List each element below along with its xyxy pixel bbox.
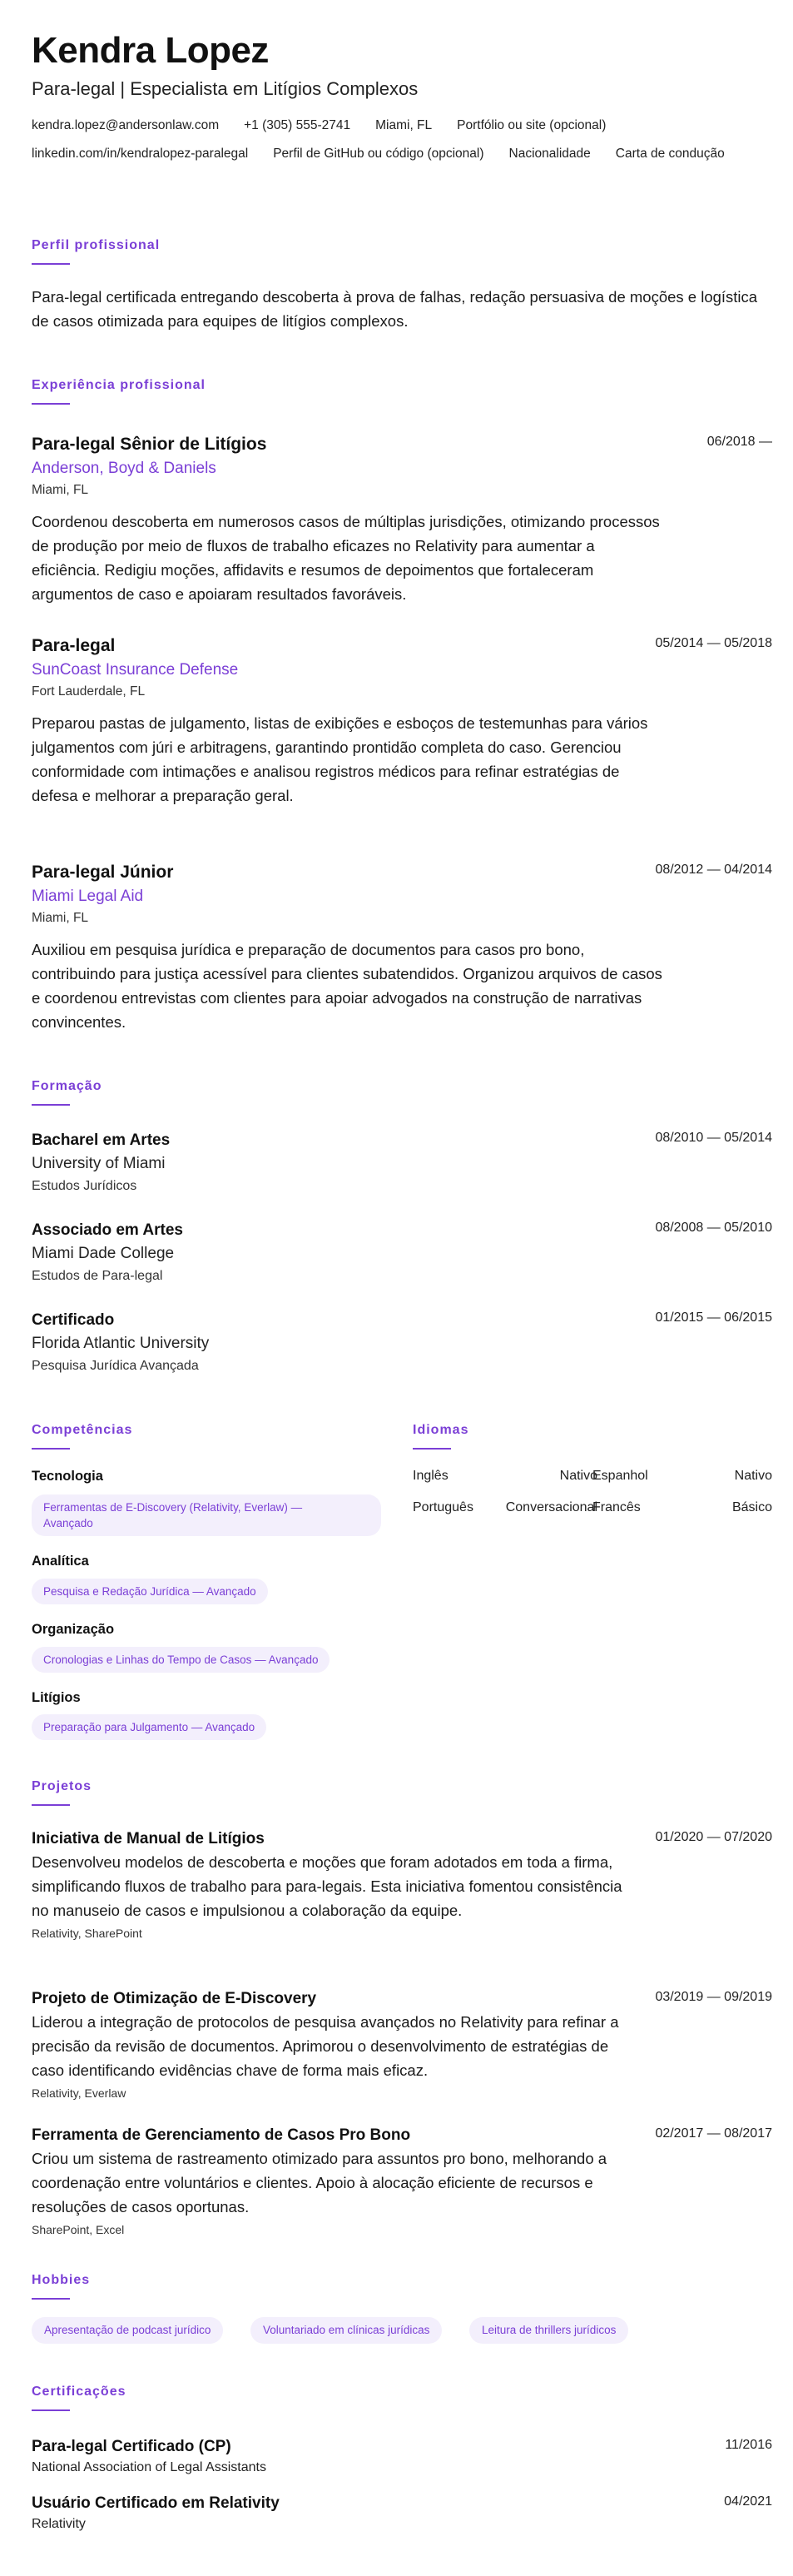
degree-title: Bacharel em Artes: [32, 1131, 171, 1149]
contact-nationality: Nacionalidade: [508, 147, 591, 161]
skill-category: Litígios: [32, 1690, 81, 1705]
company-name: Miami Legal Aid: [32, 888, 144, 905]
certification-issuer: National Association of Legal Assistants: [32, 2460, 266, 2474]
section-divider: [32, 2409, 70, 2411]
contact-list: [32, 117, 764, 163]
certification-issuer: Relativity: [32, 2517, 86, 2531]
job-description: Preparou pastas de julgamento, listas de exibições e esboços de testemunhas para vários julgamentos com júri e arbitragens, garantindo prontidão completa do caso. Gerenciou conformidade com intimações e analisou registros médicos para refinar estratégias de defesa e melhorar a preparação geral.: [32, 714, 648, 804]
section-divider: [32, 1104, 70, 1106]
job-location: Fort Lauderdale, FL: [32, 684, 146, 699]
company-name: Anderson, Boyd & Daniels: [32, 460, 216, 477]
project-tech: Relativity, Everlaw: [32, 2086, 126, 2100]
education-entry: [32, 1219, 772, 1287]
section-divider: [32, 403, 70, 405]
contact-location: Miami, FL: [375, 118, 433, 132]
projects-heading: Projetos: [32, 1779, 92, 1793]
hobbies-heading: Hobbies: [32, 2273, 91, 2287]
skill-chip: Pesquisa e Redação Jurídica — Avançado: [32, 1579, 268, 1604]
job-title: Para-legal Júnior: [32, 863, 174, 882]
education-dates: 08/2008 — 05/2010: [655, 1221, 772, 1235]
hobby-chip: Voluntariado em clínicas jurídicas: [250, 2317, 442, 2344]
school-name: Miami Dade College: [32, 1245, 175, 1262]
project-description: Liderou a integração de protocolos de pesquisa avançados no Relativity para refinar a precisão da revisão de documentos. Aprimorou o desenvolvimento de estratégias de caso identificando evidências chave de forma mais eficaz.: [32, 2013, 619, 2079]
job-title: Para-legal: [32, 636, 116, 655]
experience-heading: Experiência profissional: [32, 378, 206, 392]
language-name: Português: [413, 1500, 473, 1514]
language-level: Nativo: [734, 1469, 772, 1483]
education-dates: 08/2010 — 05/2014: [655, 1131, 772, 1145]
certification-name: Usuário Certificado em Relativity: [32, 2494, 280, 2512]
project-name: Projeto de Otimização de E-Discovery: [32, 1990, 317, 2007]
project-tech: Relativity, SharePoint: [32, 1927, 142, 1940]
job-dates: 08/2012 — 04/2014: [655, 863, 772, 877]
hobby-chip: Leitura de thrillers jurídicos: [469, 2317, 628, 2344]
project-name: Iniciativa de Manual de Litígios: [32, 1830, 265, 1847]
certification-date: 11/2016: [725, 2438, 772, 2452]
language-name: Francês: [592, 1500, 641, 1514]
contact-portfolio[interactable]: Portfólio ou site (opcional): [457, 118, 607, 132]
certification-date: 04/2021: [724, 2494, 772, 2509]
project-dates: 03/2019 — 09/2019: [655, 1990, 772, 2004]
education-entry: [32, 1309, 772, 1377]
contact-license: Carta de condução: [615, 147, 725, 161]
project-entry: [32, 1828, 772, 1942]
section-divider: [32, 1448, 70, 1450]
skill-category: Analítica: [32, 1554, 89, 1569]
contact-github[interactable]: Perfil de GitHub ou código (opcional): [273, 147, 484, 161]
experience-entry: [32, 861, 772, 1034]
project-entry: [32, 2125, 772, 2239]
languages-heading: Idiomas: [413, 1423, 469, 1437]
language-level: Conversacional: [505, 1500, 597, 1514]
degree-title: Certificado: [32, 1311, 115, 1329]
job-description: Coordenou descoberta em numerosos casos de múltiplas jurisdições, otimizando processos de produção por meio de fluxos de trabalho eficazes no Relativity para aumentar a eficiência. Redigiu moções, affidavits e resumos de depoimentos que fortaleceram argumentos de caso e apoiaram resultados favoráveis.: [32, 513, 660, 603]
language-level: Nativo: [559, 1469, 597, 1483]
study-field: Estudos de Para-legal: [32, 1269, 163, 1283]
project-tech: SharePoint, Excel: [32, 2223, 125, 2236]
education-entry: [32, 1129, 772, 1197]
certification-entry: [32, 2493, 772, 2534]
project-entry: [32, 1988, 772, 2102]
contact-linkedin[interactable]: linkedin.com/in/kendralopez-paralegal: [32, 147, 249, 161]
project-dates: 02/2017 — 08/2017: [655, 2126, 772, 2141]
skill-category: Tecnologia: [32, 1469, 103, 1484]
project-name: Ferramenta de Gerenciamento de Casos Pro Bono: [32, 2126, 411, 2144]
study-field: Pesquisa Jurídica Avançada: [32, 1359, 199, 1373]
experience-entry: [32, 433, 772, 606]
project-dates: 01/2020 — 07/2020: [655, 1830, 772, 1844]
candidate-name: Kendra Lopez: [32, 30, 269, 71]
job-title: Para-legal Sênior de Litígios: [32, 435, 267, 454]
skills-heading: Competências: [32, 1423, 133, 1437]
job-location: Miami, FL: [32, 911, 89, 925]
contact-email[interactable]: kendra.lopez@andersonlaw.com: [32, 118, 220, 132]
skill-chip: Preparação para Julgamento — Avançado: [32, 1714, 266, 1740]
contact-phone[interactable]: +1 (305) 555-2741: [244, 118, 351, 132]
skill-category: Organização: [32, 1622, 115, 1637]
certifications-heading: Certificações: [32, 2385, 126, 2399]
job-description: Auxiliou em pesquisa jurídica e preparação de documentos para casos pro bono, contribuindo para justiça acessível para clientes subatendidos. Organizou arquivos de casos e coordenou entrevistas com clientes para apoiar advogados na construção de narrativas convincentes.: [32, 941, 662, 1031]
job-dates: 05/2014 — 05/2018: [655, 636, 772, 650]
language-level: Básico: [731, 1500, 772, 1514]
summary-text: Para-legal certificada entregando descoberta à prova de falhas, redação persuasiva de moções e logística de casos otimizada para equipes de litígios complexos.: [32, 288, 758, 330]
project-description: Criou um sistema de rastreamento otimizado para assuntos pro bono, melhorando a coordenação entre voluntários e clientes. Apoio à alocação eficiente de recursos e resoluções de casos oportunas.: [32, 2150, 607, 2215]
education-heading: Formação: [32, 1079, 102, 1093]
project-description: Desenvolveu modelos de descoberta e moções que foram adotados em toda a firma, simplificando fluxos de trabalho para para-legais. Esta iniciativa fomentou consistência no manuseio de casos e impulsionou a colaboração da equipe.: [32, 1853, 622, 1919]
section-divider: [32, 263, 70, 265]
job-location: Miami, FL: [32, 483, 89, 497]
skill-chip: Cronologias e Linhas do Tempo de Casos — Avançado: [32, 1647, 330, 1673]
summary-heading: Perfil profissional: [32, 238, 161, 252]
skill-chip: Ferramentas de E-Discovery (Relativity, Everlaw) — Avançado: [32, 1494, 381, 1536]
degree-title: Associado em Artes: [32, 1221, 183, 1239]
hobby-chip: Apresentação de podcast jurídico: [32, 2317, 223, 2344]
section-divider: [32, 1804, 70, 1806]
certification-name: Para-legal Certificado (CP): [32, 2438, 231, 2455]
language-name: Espanhol: [592, 1469, 648, 1483]
language-name: Inglês: [413, 1469, 449, 1483]
study-field: Estudos Jurídicos: [32, 1179, 137, 1193]
school-name: Florida Atlantic University: [32, 1335, 210, 1352]
certification-entry: [32, 2436, 772, 2478]
job-dates: 06/2018 —: [706, 435, 772, 449]
section-divider: [413, 1448, 451, 1450]
section-divider: [32, 2298, 70, 2300]
company-name: SunCoast Insurance Defense: [32, 661, 239, 679]
school-name: University of Miami: [32, 1155, 166, 1172]
experience-entry: [32, 634, 772, 808]
candidate-headline: Para-legal | Especialista em Litígios Complexos: [32, 78, 419, 99]
resume-page: [32, 0, 772, 2576]
education-dates: 01/2015 — 06/2015: [655, 1310, 772, 1325]
